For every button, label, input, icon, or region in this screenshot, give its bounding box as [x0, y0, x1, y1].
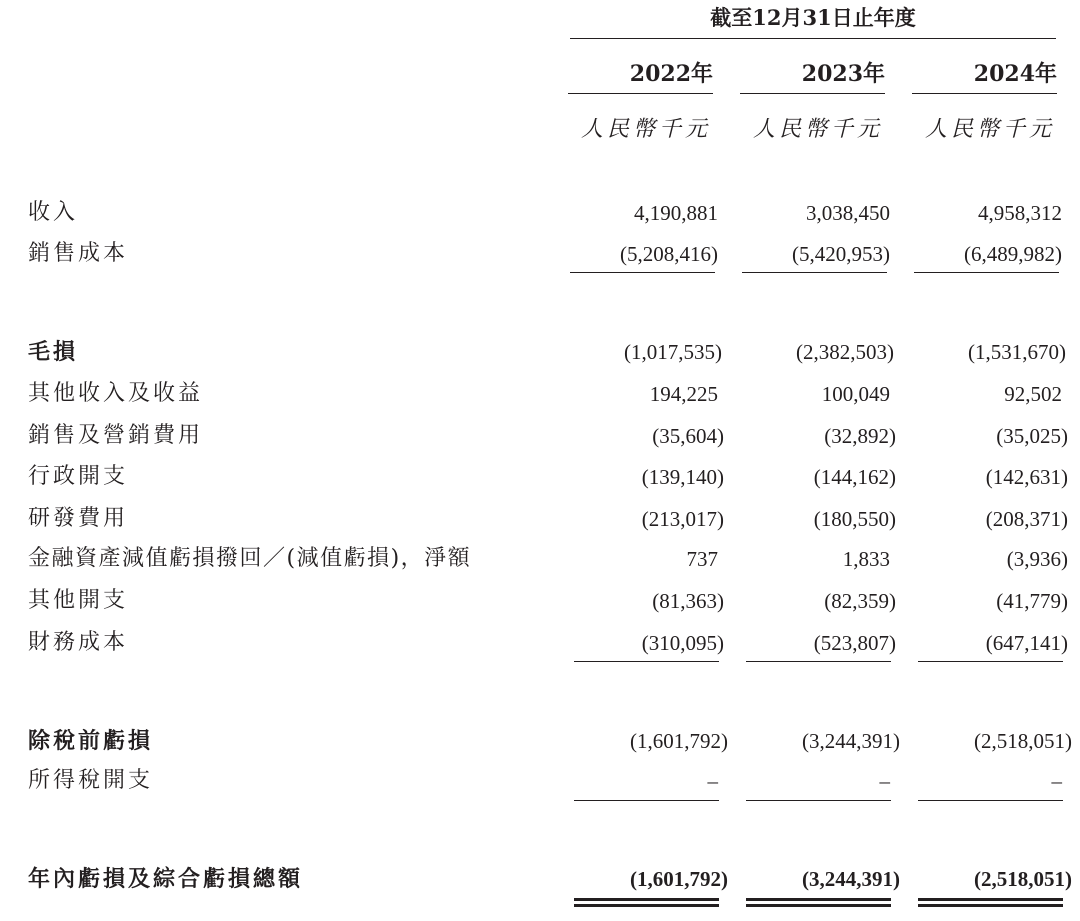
cell-selling-expenses-2023: (32,892): [824, 424, 896, 448]
cell-rnd-expenses-2022: (213,017): [641, 507, 724, 531]
row-label-finance-costs: 財務成本: [28, 630, 129, 655]
column-rule: [912, 93, 1057, 94]
subtotal-rule: [574, 800, 719, 801]
cell-admin-expenses-2024: (142,631): [985, 465, 1068, 489]
cell-impairment-reversal-2024: (3,936): [1006, 547, 1068, 571]
subtotal-rule: [914, 272, 1059, 273]
subtotal-rule: [746, 800, 891, 801]
subtotal-rule: [574, 661, 719, 662]
cell-total-loss-2022: (1,601,792): [630, 867, 728, 891]
cell-loss-before-tax-2022: (1,601,792): [630, 729, 728, 753]
cell-gross-loss-2022: (1,017,535): [624, 340, 722, 364]
column-year-2024: 2024年: [973, 61, 1057, 87]
column-unit: 人民幣千元: [924, 117, 1055, 142]
row-label-rnd-expenses: 研發費用: [28, 506, 129, 531]
cell-income-tax-2022: –: [707, 769, 718, 793]
cell-cost-of-sales-2023: (5,420,953): [792, 242, 890, 266]
cell-finance-costs-2024: (647,141): [985, 631, 1068, 655]
period-rule: [570, 38, 1056, 39]
row-label-other-expenses: 其他開支: [28, 588, 129, 613]
row-label-impairment-reversal: 金融資產減值虧損撥回／(減值虧損)，淨額: [28, 546, 472, 571]
row-label-other-income: 其他收入及收益: [28, 381, 204, 406]
cell-finance-costs-2022: (310,095): [641, 631, 724, 655]
column-rule: [740, 93, 885, 94]
cell-other-expenses-2024: (41,779): [996, 589, 1068, 613]
cell-revenue-2022: 4,190,881: [634, 201, 718, 225]
cell-selling-expenses-2024: (35,025): [996, 424, 1068, 448]
column-unit: 人民幣千元: [580, 117, 711, 142]
total-double-rule: [918, 898, 1063, 907]
row-label-income-tax: 所得稅開支: [28, 768, 154, 793]
column-year-2022: 2022年: [629, 61, 713, 87]
subtotal-rule: [746, 661, 891, 662]
cell-admin-expenses-2022: (139,140): [641, 465, 724, 489]
cell-total-loss-2023: (3,244,391): [802, 867, 900, 891]
cell-other-income-2024: 92,502: [1004, 382, 1062, 406]
cell-gross-loss-2024: (1,531,670): [968, 340, 1066, 364]
cell-loss-before-tax-2023: (3,244,391): [802, 729, 900, 753]
column-unit: 人民幣千元: [752, 117, 883, 142]
row-label-selling-expenses: 銷售及營銷費用: [28, 423, 204, 448]
subtotal-rule: [918, 800, 1063, 801]
cell-admin-expenses-2023: (144,162): [813, 465, 896, 489]
total-double-rule: [574, 898, 719, 907]
cell-income-tax-2024: –: [1051, 769, 1062, 793]
cell-other-expenses-2022: (81,363): [652, 589, 724, 613]
cell-rnd-expenses-2023: (180,550): [813, 507, 896, 531]
cell-cost-of-sales-2022: (5,208,416): [620, 242, 718, 266]
row-label-revenue: 收入: [28, 200, 79, 225]
cell-other-expenses-2023: (82,359): [824, 589, 896, 613]
cell-finance-costs-2023: (523,807): [813, 631, 896, 655]
column-rule: [568, 93, 713, 94]
subtotal-rule: [742, 272, 887, 273]
subtotal-rule: [570, 272, 715, 273]
column-year-2023: 2023年: [801, 61, 885, 87]
cell-impairment-reversal-2022: 737: [686, 547, 718, 571]
row-label-loss-before-tax: 除稅前虧損: [28, 728, 154, 754]
cell-income-tax-2023: –: [879, 769, 890, 793]
cell-other-income-2022: 194,225: [649, 382, 718, 406]
cell-impairment-reversal-2023: 1,833: [842, 547, 890, 571]
period-header: 截至12月31日止年度: [710, 5, 916, 30]
cell-rnd-expenses-2024: (208,371): [985, 507, 1068, 531]
cell-cost-of-sales-2024: (6,489,982): [964, 242, 1062, 266]
cell-revenue-2023: 3,038,450: [806, 201, 890, 225]
row-label-cost-of-sales: 銷售成本: [28, 241, 129, 266]
subtotal-rule: [918, 661, 1063, 662]
cell-gross-loss-2023: (2,382,503): [796, 340, 894, 364]
cell-other-income-2023: 100,049: [821, 382, 890, 406]
cell-revenue-2024: 4,958,312: [978, 201, 1062, 225]
row-label-gross-loss: 毛損: [28, 339, 79, 365]
cell-loss-before-tax-2024: (2,518,051): [974, 729, 1072, 753]
cell-total-loss-2024: (2,518,051): [974, 867, 1072, 891]
row-label-total-loss: 年內虧損及綜合虧損總額: [28, 866, 304, 892]
total-double-rule: [746, 898, 891, 907]
cell-selling-expenses-2022: (35,604): [652, 424, 724, 448]
row-label-admin-expenses: 行政開支: [28, 464, 129, 489]
